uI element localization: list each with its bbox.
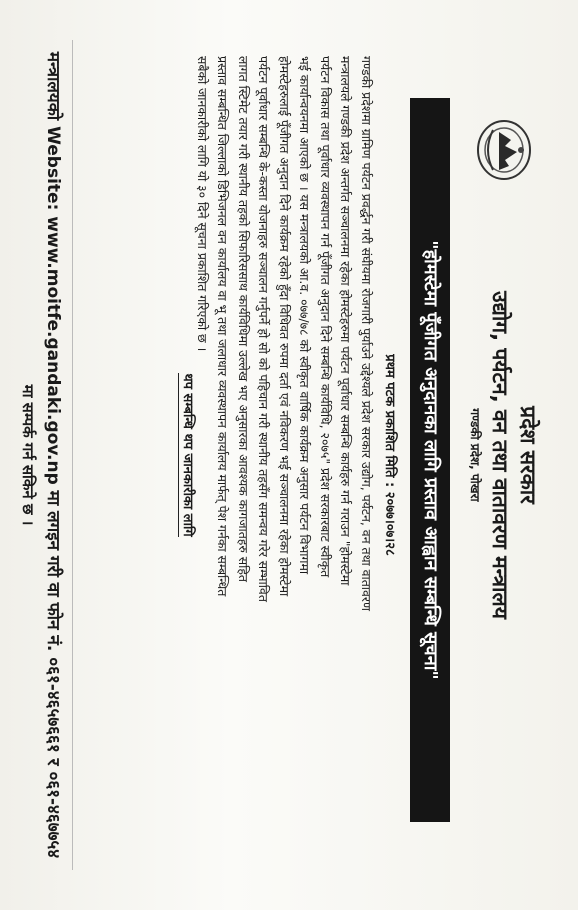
contact-line-website-phone: मन्त्रालयको Website: www.moitfe.gandaki.gov.np मा लगइन गरी वा फोन नं. ०६१-४६५७६६१ र ०६१-४६७७५४ xyxy=(43,51,63,859)
body-line: मन्त्रालयले गण्डकी प्रदेश अन्तर्गत सञ्चालनमा रहेका होमस्टेहरुमा पर्यटन पूर्वाधार सम्बन्धि कार्यहरु गर्न गराउन "होमस्टेमा xyxy=(338,56,354,586)
contact-line-closing: मा सम्पर्क गर्न सकिने छ । xyxy=(19,384,37,526)
publication-date: प्रथम पटक प्रकाशित मिति : २०७७।०७।२८ xyxy=(382,354,397,556)
info-heading xyxy=(180,0,198,910)
body-line: सबैको जानकारीको लागि यो ३० दिने सूचना प्रकाशित गरिएको छ । xyxy=(195,56,210,352)
body-line: पर्यटन विकास तथा पूर्वाधार व्यवस्थापन गर्न पूँजीगत अनुदान दिने सम्बन्धि कार्यविधि, २०७५" प्रदेश सरकारबाट स्वीकृत xyxy=(318,56,333,578)
notice-title-banner: "होमस्टेमा पूँजीगत अनुदानका लागि प्रस्ताव आह्वान सम्बन्धि सूचना" xyxy=(410,98,450,822)
body-line: होमस्टेहरुलाई पूँजीगत अनुदान दिने कार्यक्रम रहेको हुँदा विधिवत रुपमा दर्ता एवं नविकरण भई सञ्चालनमा रहेका होमस्टेमा xyxy=(277,56,292,597)
body-line: पर्यटन पूर्वाधार सम्बन्धि के-कस्ता योजनाहरु सञ्चालन गर्नुपर्ने हो सो को पहिचान गरी स्थानीय तहसँग समन्वय गरेर सम्भावित xyxy=(256,56,272,602)
divider xyxy=(72,40,73,870)
info-heading-text: थप सम्बन्धि थप जानकारीका लागि xyxy=(180,373,195,537)
location-heading: गण्डकी प्रदेश, पोखरा xyxy=(468,408,482,502)
notice-body xyxy=(192,56,377,868)
body-line: गण्डकी प्रदेशमा ग्रामिण पर्यटन प्रवर्द्धन गरी संघीयमा रोजगारी पुर्याउने उद्देश्यले प्रदेश सरकार उद्योग, पर्यटन, वन तथा वातावरण xyxy=(359,56,374,611)
government-heading: प्रदेश सरकार xyxy=(516,406,540,504)
ministry-heading: उद्योग, पर्यटन, वन तथा वातावरण मन्त्रालय xyxy=(488,291,512,619)
body-line: भई कार्यान्वयनमा आएको छ । यस मन्त्रालयको आ.व. ०७७/७८ को स्वीकृत वार्षिक कार्यक्रम अनुसार पर्यटन विभागमा xyxy=(297,56,313,575)
body-line: प्रस्ताव सम्बन्धित जिल्लाको डिभिजनल वन कार्यालय वा भू तथा जलाधार व्यवस्थापन कार्यालय मार्फत् पेश गर्नका सम्बन्धित xyxy=(215,56,231,597)
body-line: लागत स्टिमेट तयार गरी स्थानीय तहको सिफारिससाथ कार्यविधिमा उल्लेख भए अनुसारका आवश्यक कागजातहरु सहित xyxy=(236,56,251,582)
